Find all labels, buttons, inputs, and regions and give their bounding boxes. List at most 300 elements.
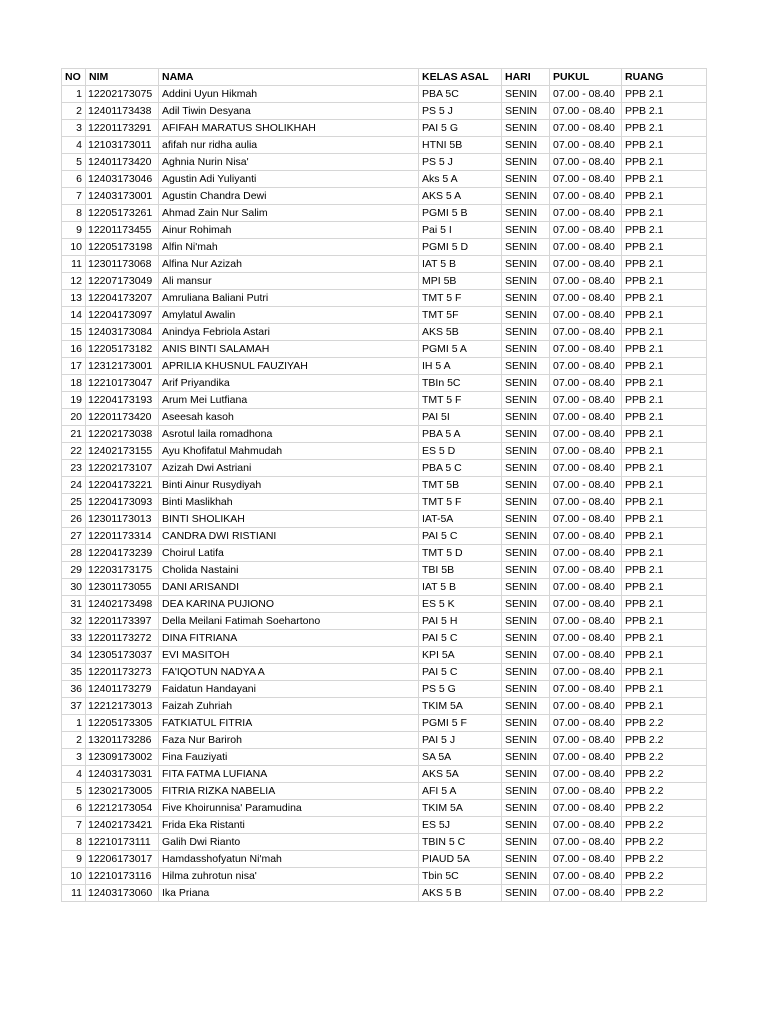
cell-no: 14 [62, 307, 86, 324]
cell-ruang: PPB 2.2 [622, 868, 707, 885]
cell-ruang: PPB 2.1 [622, 239, 707, 256]
cell-nim: 12210173111 [86, 834, 159, 851]
cell-ruang: PPB 2.1 [622, 120, 707, 137]
table-row [62, 426, 707, 443]
cell-nama: EVI MASITOH [159, 647, 419, 664]
table-row [62, 766, 707, 783]
cell-nim: 12204173093 [86, 494, 159, 511]
cell-ruang: PPB 2.1 [622, 392, 707, 409]
cell-nama: Alfina Nur Azizah [159, 256, 419, 273]
cell-kelas: PBA 5C [419, 86, 502, 103]
cell-ruang: PPB 2.1 [622, 545, 707, 562]
cell-ruang: PPB 2.1 [622, 562, 707, 579]
cell-no: 26 [62, 511, 86, 528]
table-row [62, 749, 707, 766]
cell-kelas: KPI 5A [419, 647, 502, 664]
cell-pukul: 07.00 - 08.40 [550, 273, 622, 290]
cell-no: 33 [62, 630, 86, 647]
table-row [62, 341, 707, 358]
cell-hari: SENIN [502, 698, 550, 715]
cell-ruang: PPB 2.1 [622, 222, 707, 239]
cell-ruang: PPB 2.1 [622, 647, 707, 664]
cell-nama: Ahmad Zain Nur Salim [159, 205, 419, 222]
cell-no: 7 [62, 188, 86, 205]
cell-kelas: SA 5A [419, 749, 502, 766]
header-hari: HARI [502, 69, 550, 86]
cell-pukul: 07.00 - 08.40 [550, 307, 622, 324]
cell-hari: SENIN [502, 154, 550, 171]
cell-ruang: PPB 2.1 [622, 511, 707, 528]
cell-ruang: PPB 2.2 [622, 817, 707, 834]
cell-pukul: 07.00 - 08.40 [550, 630, 622, 647]
table-row [62, 732, 707, 749]
cell-nama: DANI ARISANDI [159, 579, 419, 596]
cell-hari: SENIN [502, 562, 550, 579]
cell-no: 16 [62, 341, 86, 358]
table-row [62, 562, 707, 579]
cell-nama: Amylatul Awalin [159, 307, 419, 324]
table-row [62, 511, 707, 528]
cell-pukul: 07.00 - 08.40 [550, 137, 622, 154]
cell-kelas: TMT 5 F [419, 392, 502, 409]
cell-nim: 12201173291 [86, 120, 159, 137]
cell-ruang: PPB 2.1 [622, 681, 707, 698]
cell-nim: 12402173421 [86, 817, 159, 834]
cell-pukul: 07.00 - 08.40 [550, 511, 622, 528]
cell-no: 7 [62, 817, 86, 834]
cell-pukul: 07.00 - 08.40 [550, 222, 622, 239]
table-row [62, 137, 707, 154]
cell-pukul: 07.00 - 08.40 [550, 647, 622, 664]
cell-kelas: IH 5 A [419, 358, 502, 375]
cell-ruang: PPB 2.1 [622, 341, 707, 358]
cell-kelas: PAI 5 C [419, 630, 502, 647]
cell-nama: DINA FITRIANA [159, 630, 419, 647]
cell-no: 27 [62, 528, 86, 545]
table-row [62, 681, 707, 698]
cell-kelas: TMT 5 F [419, 494, 502, 511]
cell-nama: Frida Eka Ristanti [159, 817, 419, 834]
cell-hari: SENIN [502, 647, 550, 664]
table-row [62, 613, 707, 630]
cell-hari: SENIN [502, 256, 550, 273]
cell-nim: 12204173097 [86, 307, 159, 324]
cell-nama: Ayu Khofifatul Mahmudah [159, 443, 419, 460]
cell-pukul: 07.00 - 08.40 [550, 324, 622, 341]
cell-kelas: PS 5 G [419, 681, 502, 698]
cell-kelas: ES 5J [419, 817, 502, 834]
cell-kelas: TMT 5F [419, 307, 502, 324]
cell-nama: Ali mansur [159, 273, 419, 290]
cell-pukul: 07.00 - 08.40 [550, 392, 622, 409]
cell-pukul: 07.00 - 08.40 [550, 86, 622, 103]
cell-kelas: AKS 5B [419, 324, 502, 341]
cell-hari: SENIN [502, 188, 550, 205]
cell-nama: Choirul Latifa [159, 545, 419, 562]
table-row [62, 800, 707, 817]
cell-hari: SENIN [502, 766, 550, 783]
cell-hari: SENIN [502, 732, 550, 749]
cell-pukul: 07.00 - 08.40 [550, 205, 622, 222]
cell-hari: SENIN [502, 358, 550, 375]
table-row [62, 579, 707, 596]
cell-nim: 12401173279 [86, 681, 159, 698]
table-row [62, 596, 707, 613]
cell-no: 1 [62, 86, 86, 103]
cell-nim: 12302173005 [86, 783, 159, 800]
cell-no: 13 [62, 290, 86, 307]
table-row [62, 86, 707, 103]
cell-nim: 12301173068 [86, 256, 159, 273]
cell-nama: Binti Maslikhah [159, 494, 419, 511]
cell-pukul: 07.00 - 08.40 [550, 715, 622, 732]
cell-hari: SENIN [502, 290, 550, 307]
table-row [62, 103, 707, 120]
cell-kelas: PS 5 J [419, 103, 502, 120]
cell-hari: SENIN [502, 222, 550, 239]
cell-pukul: 07.00 - 08.40 [550, 579, 622, 596]
cell-ruang: PPB 2.1 [622, 358, 707, 375]
cell-hari: SENIN [502, 341, 550, 358]
cell-pukul: 07.00 - 08.40 [550, 817, 622, 834]
cell-ruang: PPB 2.1 [622, 579, 707, 596]
cell-kelas: TBIn 5C [419, 375, 502, 392]
cell-kelas: PBA 5 C [419, 460, 502, 477]
cell-hari: SENIN [502, 749, 550, 766]
table-row [62, 409, 707, 426]
cell-nama: ANIS BINTI SALAMAH [159, 341, 419, 358]
cell-nim: 12201173314 [86, 528, 159, 545]
cell-hari: SENIN [502, 103, 550, 120]
cell-no: 30 [62, 579, 86, 596]
cell-nama: APRILIA KHUSNUL FAUZIYAH [159, 358, 419, 375]
cell-hari: SENIN [502, 800, 550, 817]
cell-kelas: PGMI 5 B [419, 205, 502, 222]
cell-nama: Faidatun Handayani [159, 681, 419, 698]
cell-nim: 12301173055 [86, 579, 159, 596]
cell-nama: Arum Mei Lutfiana [159, 392, 419, 409]
cell-nim: 12212173013 [86, 698, 159, 715]
cell-pukul: 07.00 - 08.40 [550, 613, 622, 630]
cell-kelas: HTNI 5B [419, 137, 502, 154]
cell-no: 5 [62, 154, 86, 171]
cell-nama: Amruliana Baliani Putri [159, 290, 419, 307]
cell-nama: afifah nur ridha aulia [159, 137, 419, 154]
cell-nim: 12403173084 [86, 324, 159, 341]
cell-kelas: PAI 5 C [419, 664, 502, 681]
cell-pukul: 07.00 - 08.40 [550, 681, 622, 698]
cell-nim: 12202173107 [86, 460, 159, 477]
cell-hari: SENIN [502, 681, 550, 698]
cell-no: 5 [62, 783, 86, 800]
header-kelas: KELAS ASAL [419, 69, 502, 86]
cell-kelas: TKIM 5A [419, 698, 502, 715]
cell-nama: Hilma zuhrotun nisa' [159, 868, 419, 885]
table-row [62, 188, 707, 205]
cell-kelas: TBIN 5 C [419, 834, 502, 851]
cell-no: 1 [62, 715, 86, 732]
cell-nim: 12301173013 [86, 511, 159, 528]
cell-ruang: PPB 2.1 [622, 103, 707, 120]
cell-hari: SENIN [502, 460, 550, 477]
cell-hari: SENIN [502, 307, 550, 324]
cell-nama: Binti Ainur Rusydiyah [159, 477, 419, 494]
cell-kelas: MPI 5B [419, 273, 502, 290]
cell-nama: FA'IQOTUN NADYA A [159, 664, 419, 681]
cell-no: 11 [62, 256, 86, 273]
cell-pukul: 07.00 - 08.40 [550, 171, 622, 188]
table-row [62, 868, 707, 885]
cell-kelas: ES 5 D [419, 443, 502, 460]
cell-kelas: IAT 5 B [419, 256, 502, 273]
cell-hari: SENIN [502, 851, 550, 868]
cell-nim: 12402173498 [86, 596, 159, 613]
cell-kelas: AFI 5 A [419, 783, 502, 800]
cell-nama: FITRIA RIZKA NABELIA [159, 783, 419, 800]
table-row [62, 885, 707, 902]
cell-ruang: PPB 2.1 [622, 205, 707, 222]
cell-kelas: TMT 5 F [419, 290, 502, 307]
cell-hari: SENIN [502, 392, 550, 409]
cell-hari: SENIN [502, 409, 550, 426]
cell-nama: Cholida Nastaini [159, 562, 419, 579]
cell-nama: Azizah Dwi Astriani [159, 460, 419, 477]
cell-nama: Anindya Febriola Astari [159, 324, 419, 341]
cell-nama: AFIFAH MARATUS SHOLIKHAH [159, 120, 419, 137]
cell-nama: Aseesah kasoh [159, 409, 419, 426]
cell-ruang: PPB 2.1 [622, 698, 707, 715]
cell-hari: SENIN [502, 579, 550, 596]
cell-hari: SENIN [502, 630, 550, 647]
cell-nim: 12205173198 [86, 239, 159, 256]
cell-kelas: PIAUD 5A [419, 851, 502, 868]
cell-nama: Ainur Rohimah [159, 222, 419, 239]
cell-no: 25 [62, 494, 86, 511]
table-row [62, 205, 707, 222]
cell-pukul: 07.00 - 08.40 [550, 732, 622, 749]
cell-hari: SENIN [502, 596, 550, 613]
cell-ruang: PPB 2.1 [622, 324, 707, 341]
cell-ruang: PPB 2.2 [622, 749, 707, 766]
cell-ruang: PPB 2.1 [622, 460, 707, 477]
cell-no: 4 [62, 766, 86, 783]
cell-nim: 12309173002 [86, 749, 159, 766]
cell-kelas: PS 5 J [419, 154, 502, 171]
cell-nim: 12205173305 [86, 715, 159, 732]
cell-pukul: 07.00 - 08.40 [550, 103, 622, 120]
cell-nama: BINTI SHOLIKAH [159, 511, 419, 528]
cell-kelas: AKS 5 B [419, 885, 502, 902]
table-row [62, 443, 707, 460]
header-ruang: RUANG [622, 69, 707, 86]
cell-nim: 12312173001 [86, 358, 159, 375]
table-row [62, 154, 707, 171]
cell-no: 36 [62, 681, 86, 698]
cell-pukul: 07.00 - 08.40 [550, 545, 622, 562]
cell-no: 2 [62, 732, 86, 749]
cell-no: 21 [62, 426, 86, 443]
cell-ruang: PPB 2.1 [622, 613, 707, 630]
table-body [62, 86, 707, 902]
cell-nim: 12204173221 [86, 477, 159, 494]
cell-ruang: PPB 2.1 [622, 596, 707, 613]
cell-nama: CANDRA DWI RISTIANI [159, 528, 419, 545]
header-nama: NAMA [159, 69, 419, 86]
cell-pukul: 07.00 - 08.40 [550, 256, 622, 273]
cell-no: 11 [62, 885, 86, 902]
cell-pukul: 07.00 - 08.40 [550, 494, 622, 511]
cell-hari: SENIN [502, 120, 550, 137]
cell-pukul: 07.00 - 08.40 [550, 783, 622, 800]
cell-ruang: PPB 2.1 [622, 426, 707, 443]
cell-kelas: PGMI 5 F [419, 715, 502, 732]
cell-hari: SENIN [502, 426, 550, 443]
cell-hari: SENIN [502, 324, 550, 341]
cell-kelas: IAT 5 B [419, 579, 502, 596]
cell-nama: Five Khoirunnisa' Paramudina [159, 800, 419, 817]
cell-ruang: PPB 2.1 [622, 528, 707, 545]
cell-nim: 12212173054 [86, 800, 159, 817]
table-row [62, 171, 707, 188]
cell-nim: 12205173261 [86, 205, 159, 222]
table-row [62, 222, 707, 239]
cell-pukul: 07.00 - 08.40 [550, 664, 622, 681]
cell-no: 6 [62, 171, 86, 188]
table-row [62, 851, 707, 868]
cell-kelas: PAI 5 G [419, 120, 502, 137]
cell-ruang: PPB 2.1 [622, 477, 707, 494]
cell-hari: SENIN [502, 664, 550, 681]
cell-kelas: AKS 5 A [419, 188, 502, 205]
cell-no: 2 [62, 103, 86, 120]
table-row [62, 834, 707, 851]
table-row [62, 528, 707, 545]
cell-nim: 12210173116 [86, 868, 159, 885]
cell-nim: 12205173182 [86, 341, 159, 358]
cell-hari: SENIN [502, 868, 550, 885]
cell-ruang: PPB 2.1 [622, 409, 707, 426]
cell-hari: SENIN [502, 834, 550, 851]
cell-nim: 12201173273 [86, 664, 159, 681]
table-row [62, 545, 707, 562]
cell-hari: SENIN [502, 86, 550, 103]
cell-nama: FATKIATUL FITRIA [159, 715, 419, 732]
cell-kelas: PAI 5 H [419, 613, 502, 630]
cell-nim: 12401173420 [86, 154, 159, 171]
cell-nim: 12204173193 [86, 392, 159, 409]
table-row [62, 783, 707, 800]
schedule-sheet [61, 68, 706, 902]
cell-hari: SENIN [502, 783, 550, 800]
cell-kelas: TMT 5 D [419, 545, 502, 562]
cell-nama: Galih Dwi Rianto [159, 834, 419, 851]
table-row [62, 273, 707, 290]
cell-no: 15 [62, 324, 86, 341]
cell-ruang: PPB 2.1 [622, 273, 707, 290]
cell-kelas: AKS 5A [419, 766, 502, 783]
cell-nim: 12202173075 [86, 86, 159, 103]
cell-ruang: PPB 2.2 [622, 885, 707, 902]
cell-ruang: PPB 2.2 [622, 800, 707, 817]
cell-nim: 12401173438 [86, 103, 159, 120]
cell-ruang: PPB 2.1 [622, 664, 707, 681]
table-row [62, 817, 707, 834]
cell-no: 24 [62, 477, 86, 494]
header-no: NO [62, 69, 86, 86]
cell-nim: 12210173047 [86, 375, 159, 392]
cell-nama: Faza Nur Bariroh [159, 732, 419, 749]
cell-no: 35 [62, 664, 86, 681]
cell-hari: SENIN [502, 171, 550, 188]
cell-nim: 12403173060 [86, 885, 159, 902]
cell-ruang: PPB 2.1 [622, 86, 707, 103]
cell-kelas: PAI 5 J [419, 732, 502, 749]
cell-ruang: PPB 2.1 [622, 375, 707, 392]
cell-no: 9 [62, 851, 86, 868]
cell-no: 18 [62, 375, 86, 392]
cell-nim: 12103173011 [86, 137, 159, 154]
cell-pukul: 07.00 - 08.40 [550, 409, 622, 426]
cell-kelas: Aks 5 A [419, 171, 502, 188]
cell-no: 12 [62, 273, 86, 290]
cell-pukul: 07.00 - 08.40 [550, 868, 622, 885]
cell-nama: Faizah Zuhriah [159, 698, 419, 715]
cell-kelas: PAI 5 C [419, 528, 502, 545]
cell-ruang: PPB 2.2 [622, 783, 707, 800]
cell-kelas: TMT 5B [419, 477, 502, 494]
cell-kelas: TBI 5B [419, 562, 502, 579]
cell-no: 23 [62, 460, 86, 477]
cell-kelas: PAI 5I [419, 409, 502, 426]
cell-nim: 12305173037 [86, 647, 159, 664]
cell-no: 29 [62, 562, 86, 579]
cell-hari: SENIN [502, 239, 550, 256]
cell-no: 20 [62, 409, 86, 426]
cell-pukul: 07.00 - 08.40 [550, 477, 622, 494]
cell-nama: Addini Uyun Hikmah [159, 86, 419, 103]
schedule-table [61, 68, 707, 902]
cell-pukul: 07.00 - 08.40 [550, 749, 622, 766]
cell-ruang: PPB 2.1 [622, 188, 707, 205]
table-row [62, 307, 707, 324]
cell-nim: 12402173155 [86, 443, 159, 460]
cell-pukul: 07.00 - 08.40 [550, 290, 622, 307]
cell-no: 19 [62, 392, 86, 409]
cell-hari: SENIN [502, 477, 550, 494]
cell-hari: SENIN [502, 443, 550, 460]
cell-nim: 12201173272 [86, 630, 159, 647]
cell-pukul: 07.00 - 08.40 [550, 800, 622, 817]
cell-hari: SENIN [502, 494, 550, 511]
cell-ruang: PPB 2.1 [622, 630, 707, 647]
cell-no: 37 [62, 698, 86, 715]
cell-nim: 12206173017 [86, 851, 159, 868]
cell-ruang: PPB 2.1 [622, 137, 707, 154]
cell-nama: Agustin Adi Yuliyanti [159, 171, 419, 188]
cell-nim: 12403173031 [86, 766, 159, 783]
header-pukul: PUKUL [550, 69, 622, 86]
cell-no: 32 [62, 613, 86, 630]
cell-hari: SENIN [502, 375, 550, 392]
cell-hari: SENIN [502, 137, 550, 154]
cell-pukul: 07.00 - 08.40 [550, 188, 622, 205]
cell-ruang: PPB 2.1 [622, 494, 707, 511]
cell-kelas: TKIM 5A [419, 800, 502, 817]
cell-pukul: 07.00 - 08.40 [550, 698, 622, 715]
cell-nama: FITA FATMA LUFIANA [159, 766, 419, 783]
cell-ruang: PPB 2.1 [622, 154, 707, 171]
cell-hari: SENIN [502, 545, 550, 562]
